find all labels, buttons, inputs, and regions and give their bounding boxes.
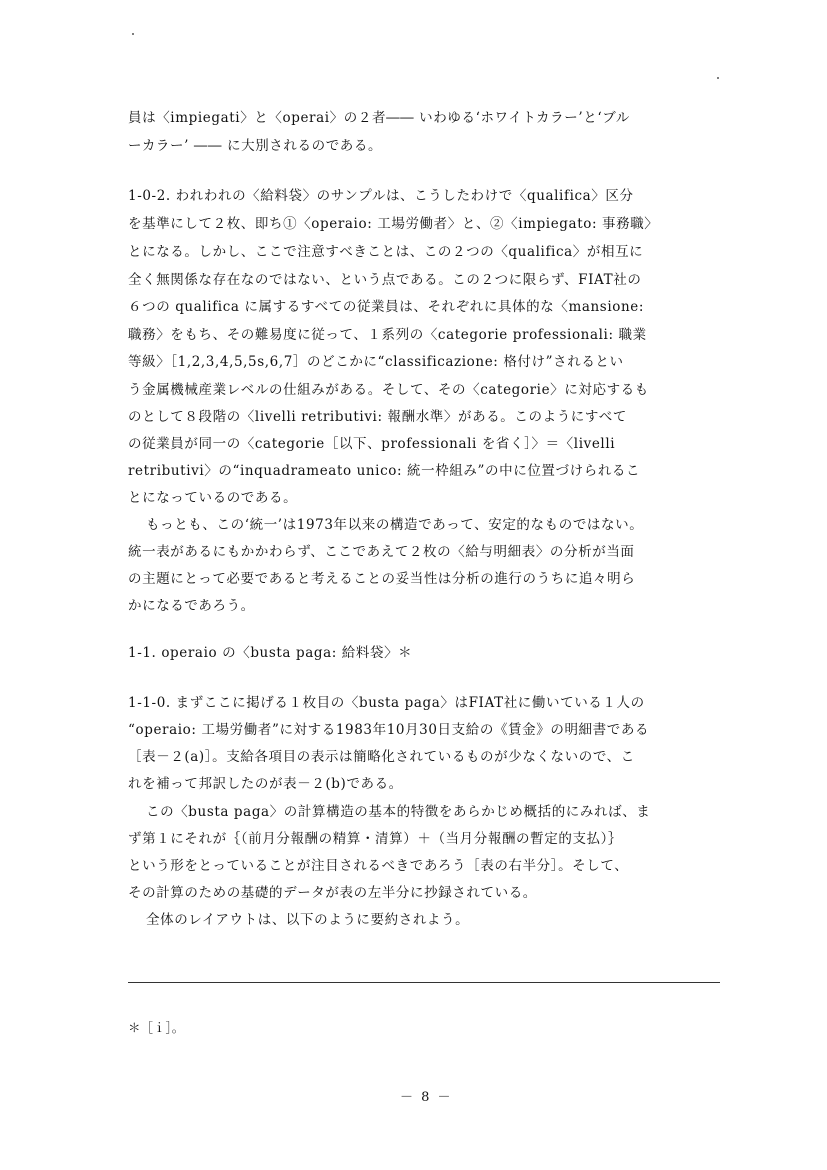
footnote: ＊［ｉ］。 (128, 1020, 185, 1035)
text-line: ６つの qualifica に属するすべての従業員は、それぞれに具体的な〈mansione: (128, 299, 645, 315)
text-line: 統一表があるにもかかわらず、ここであえて２枚の〈給与明細表〉の分析が当面 (128, 544, 635, 560)
text-line: 等級〉［1,2,3,4,5,5s,6,7］のどこかに“classificazione: 格付け”されるとい (128, 354, 624, 370)
text-line: という形をとっていることが注目されるべきであろう［表の右半分］。そして、 (128, 858, 629, 874)
text-line: 1-0-2. われわれの〈給料袋〉のサンプルは、こうしたわけで〈qualifica〉区分 (128, 188, 634, 204)
text-line: この〈busta paga〉の計算構造の基本的特徴をあらかじめ概括的にみれば、ま (146, 804, 651, 820)
text-line: “operaio: 工場労働者”に対する1983年10月30日支給の《賃金》の明細書である (128, 722, 650, 738)
text-line: 職務〉をもち、その難易度に従って、１系列の〈categorie professionali: 職業 (128, 327, 647, 343)
text-line: ず第１にそれが｛（前月分報酬の精算・清算）＋（当月分報酬の暫定的支払）｝ (128, 831, 623, 847)
text-line: う金属機械産業レベルの仕組みがある。そして、その〈categorie〉に対応するも (128, 382, 649, 398)
text-line: の従業員が同一の〈categorie［以下、professionali を省く］〉＝〈livelli (128, 436, 616, 452)
section-title: 1-1. operaio の〈busta paga: 給料袋〉＊ (128, 645, 413, 661)
text-line: 1-1-0. まずここに掲げる１枚目の〈busta paga〉はFIAT社に働いている１人の (128, 695, 645, 711)
text-line: 全く無関係な存在なのではない、という点である。この２つに限らず、FIAT社の (128, 272, 642, 288)
text-line: かになるであろう。 (128, 598, 255, 614)
page-number: － 8 － (400, 1090, 453, 1105)
scan-speck (132, 33, 134, 35)
scan-speck (717, 77, 719, 79)
text-line: 全体のレイアウトは、以下のように要約されよう。 (146, 912, 470, 928)
text-line: のとして８段階の〈livelli retributivi: 報酬水準〉がある。このようにすべて (128, 409, 627, 425)
text-line: とになっているのである。 (128, 490, 298, 506)
text-line: の主題にとって必要であると考えることの妥当性は分析の進行のうちに追々明ら (128, 571, 636, 587)
text-line: れを補って邦訳したのが表－２(b)である。 (128, 776, 403, 792)
text-line: ーカラー’ ―― に大別されるのである。 (128, 138, 383, 154)
text-line: ［表－２(a)］。支給各項目の表示は簡略化されているものが少なくないので、こ (128, 749, 635, 765)
text-line: とになる。しかし、ここで注意すべきことは、この２つの〈qualifica〉が相互に (128, 244, 644, 260)
text-line: 員は〈impiegati〉と〈operai〉の２者―― いわゆる‘ホワイトカラー’と‘ブル (128, 110, 630, 126)
text-line: もっとも、この‘統一’は1973年以来の構造であって、安定的なものではない。 (146, 517, 644, 533)
footnote-divider (128, 982, 720, 983)
text-line: を基準にして２枚、即ち①〈operaio: 工場労働者〉と、②〈impiegato: 事務職〉 (128, 216, 659, 232)
text-line: その計算のための基礎的データが表の左半分に抄録されている。 (128, 885, 537, 901)
text-line: retributivi〉の“inquadrameato unico: 統一枠組み”の中に位置づけられるこ (128, 463, 641, 479)
